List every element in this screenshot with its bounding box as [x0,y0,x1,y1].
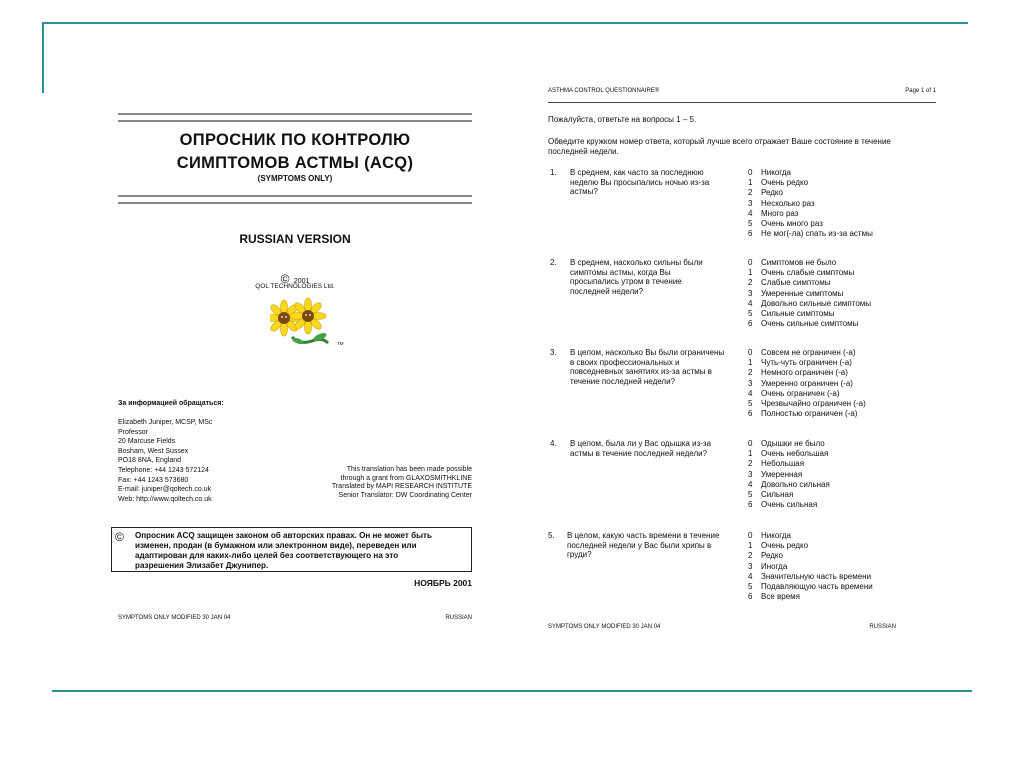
title-line-1: ОПРОСНИК ПО КОНТРОЛЮ [179,131,411,149]
option-number: 3 [748,198,753,208]
question-line: В целом, была ли у Вас одышка из-за [570,439,712,448]
option-label: Очень слабые симптомы [761,268,855,278]
translation-line: This translation has been made possible [346,466,472,473]
answer-option[interactable] [748,229,873,239]
option-number: 3 [748,378,753,388]
answer-option[interactable] [748,582,873,592]
option-label: Очень небольшая [761,449,829,459]
answer-option[interactable] [748,439,830,449]
translation-credit [332,466,472,500]
answer-option[interactable] [748,168,873,178]
question-text [570,348,724,386]
answer-option[interactable] [748,551,873,561]
option-number: 0 [748,168,753,177]
option-number: 6 [748,500,753,510]
question-line: В целом, какую часть времени в течение [567,531,720,540]
option-label: Умеренная [761,469,803,479]
answer-option[interactable] [748,209,873,219]
option-label: Очень редко [761,541,809,551]
option-number: 3 [748,469,753,479]
option-label: Значительную часть времени [761,571,872,581]
notice-line: Опросник ACQ защищен законом об авторских правах. Он не может быть [135,531,432,540]
option-label: Довольно сильные симптомы [761,298,872,308]
option-label: Слабые симптомы [761,278,831,288]
option-label: Никогда [761,531,791,540]
question-line: просыпались утром в течение [570,277,682,287]
left-footer-id: SYMPTOMS ONLY MODIFIED 30 JAN 04 [118,615,231,621]
option-number: 5 [748,399,753,409]
option-label: Редко [761,188,783,198]
option-number: 5 [748,309,753,319]
answer-option[interactable] [748,219,873,229]
instruction-line: последней недели. [548,147,619,156]
notice-line: адаптирован для каких-либо целей без соответствующего на это [135,551,399,560]
question-number: 5. [548,531,555,540]
option-label: Все время [761,592,800,602]
contact-line: Professor [118,428,148,436]
right-header-title: ASTHMA CONTROL QUESTIONNAIRE® [548,88,660,94]
question-number: 3. [550,348,557,357]
option-label: Одышки не было [761,439,825,448]
answer-option[interactable] [748,592,873,602]
translation-line: through a grant from GLAXOSMITHKLINE [340,474,472,482]
option-number: 6 [748,319,753,329]
option-number: 6 [748,409,753,419]
option-label: Совсем не ограничен (-а) [761,348,856,357]
title-rule-bottom [118,195,472,204]
publication-date: НОЯБРЬ 2001 [414,578,472,588]
option-label: Симптомов не было [761,258,837,267]
option-label: Полностью ограничен (-а) [761,409,858,419]
option-label: Подавляющую часть времени [761,582,873,592]
option-number: 0 [748,439,753,448]
question-line: последней недели у Вас были хрипы в [567,540,712,550]
question-text [570,168,709,197]
translation-line: Senior Translator: DW Coordinating Center [338,491,472,499]
answer-option[interactable] [748,358,866,368]
option-label: Несколько раз [761,198,815,208]
sunflower-logo-icon [270,297,342,349]
company-name: QOL TECHNOLOGIES Ltd. [255,283,335,290]
question-line: последней недели? [570,286,644,296]
subtitle: (SYMPTOMS ONLY) [257,174,333,183]
answer-option[interactable] [748,319,871,329]
question-line: течение последней недели? [570,376,676,386]
question-text [570,439,711,458]
answer-option[interactable] [748,470,830,480]
answer-option[interactable] [748,379,866,389]
title-rule-top [118,113,472,122]
option-number: 4 [748,479,753,489]
answer-option[interactable] [748,258,871,268]
contact-heading: За информацией обращаться: [118,400,224,407]
option-number: 4 [748,388,753,398]
option-label: Чрезвычайно ограничен (-а) [761,399,866,409]
option-number: 2 [748,368,753,378]
option-number: 6 [748,592,753,602]
option-label: Иногда [761,561,788,571]
option-label: Очень редко [761,178,809,188]
option-number: 2 [748,278,753,288]
option-number: 2 [748,551,753,561]
answer-option[interactable] [748,309,871,319]
question-line: симптомы астмы, когда Вы [570,267,671,277]
answer-options [748,168,873,239]
answer-option[interactable] [748,500,830,510]
answer-option[interactable] [748,289,871,299]
instruction-line: Обведите кружком номер ответа, который лучше всего отражает Ваше состояние в течение [548,137,891,146]
answer-option[interactable] [748,188,873,198]
option-number: 5 [748,582,753,592]
answer-option[interactable] [748,490,830,500]
left-accent-line [42,22,44,93]
question-line: В среднем, как часто за последнюю [570,168,704,177]
answer-option[interactable] [748,531,873,541]
title-line-2: СИМПТОМОВ АСТМЫ (ACQ) [176,154,414,172]
contact-line: Bosham, West Sussex [118,447,189,455]
option-number: 1 [748,178,753,188]
question-line: в своих профессиональных и [570,357,680,367]
answer-option[interactable] [748,278,871,288]
question-line: неделю Вы просыпались ночью из-за [570,177,710,187]
question-line: В среднем, насколько сильны были [570,258,703,267]
answer-option[interactable] [748,572,873,582]
answer-option[interactable] [748,348,866,358]
copyright-notice-box [111,527,472,572]
left-footer-language: RUSSIAN [445,615,472,621]
option-label: Довольно сильная [761,479,830,489]
contact-line: 20 Marcuse Fields [118,438,176,446]
option-number: 0 [748,258,753,267]
contact-line: Elizabeth Juniper, MCSP, MSc [118,419,213,426]
option-number: 2 [748,188,753,198]
option-number: 4 [748,571,753,581]
option-label: Не мог(-ла) спать из-за астмы [761,229,873,239]
question-line: груди? [567,550,592,560]
answer-option[interactable] [748,199,873,209]
answer-options [748,348,866,419]
page-number: Page 1 of 1 [905,88,936,94]
option-label: Очень ограничен (-а) [761,388,840,398]
option-label: Сильная [761,490,794,500]
option-label: Редко [761,551,783,561]
notice-line: разрешения Элизабет Джунипер. [135,561,269,570]
bottom-accent-line [52,690,972,692]
option-label: Очень сильная [761,500,818,510]
question-number: 1. [550,168,557,177]
option-label: Немного ограничен (-а) [761,368,848,378]
answer-option[interactable] [748,299,871,309]
answer-option[interactable] [748,480,830,490]
option-number: 4 [748,208,753,218]
option-number: 5 [748,490,753,500]
contact-line: Fax: +44 1243 573680 [118,476,189,484]
option-number: 2 [748,459,753,469]
notice-copyright-icon: © [115,530,124,544]
question-line: повседневных занятиях из-за астмы в [570,367,712,377]
instruction-circle-answer [548,137,891,157]
question-text [567,531,719,560]
option-number: 3 [748,561,753,571]
question-number: 4. [550,439,557,448]
contact-line: Telephone: +44 1243 572124 [118,466,209,474]
option-label: Небольшая [761,459,805,469]
answer-options [748,531,873,602]
copyright-year: 2001 [293,278,310,285]
notice-text [135,531,432,571]
answer-option[interactable] [748,399,866,409]
question-line: астмы в течение последней недели? [570,448,708,458]
option-number: 0 [748,348,753,357]
right-footer-id: SYMPTOMS ONLY MODIFIED 30 JAN 04 [548,624,661,630]
option-label: Очень много раз [761,219,823,229]
header-rule [548,102,936,103]
option-label: Очень сильные симптомы [761,319,859,329]
option-label: Никогда [761,168,791,177]
answer-option[interactable] [748,178,873,188]
answer-option[interactable] [748,368,866,378]
option-label: Много раз [761,208,799,218]
option-number: 5 [748,219,753,229]
instruction-answer-questions: Пожалуйста, ответьте на вопросы 1 – 5. [548,115,697,124]
option-number: 1 [748,358,753,368]
answer-option[interactable] [748,449,830,459]
option-number: 1 [748,541,753,551]
answer-option[interactable] [748,459,830,469]
contact-line: PO18 8NA, England [118,457,182,465]
question-number: 2. [550,258,557,267]
answer-option[interactable] [748,562,873,572]
copyright-icon: © [280,272,290,286]
answer-option[interactable] [748,409,866,419]
option-number: 0 [748,531,753,540]
translation-line: Translated by MAPI RESEARCH INSTITUTE [331,483,472,491]
top-accent-line [42,22,968,24]
right-footer-language: RUSSIAN [869,624,896,630]
notice-line: изменен, продан (в бумажном или электронном виде), переведен или [135,541,417,550]
question-line: В целом, насколько Вы были ограничены [570,348,725,357]
option-label: Сильные симптомы [761,309,835,319]
contact-block [118,418,212,504]
question-line: астмы? [570,187,598,197]
question-text [570,258,703,296]
option-number: 6 [748,229,753,239]
answer-options [748,439,830,510]
option-number: 1 [748,268,753,278]
option-label: Умеренные симптомы [761,288,844,298]
contact-line: Web: http://www.qoltech.co.uk [118,495,212,503]
option-number: 4 [748,298,753,308]
answer-option[interactable] [748,268,871,278]
option-number: 1 [748,449,753,459]
trademark-mark: TM [337,341,344,346]
contact-line: E-mail: juniper@qoltech.co.uk [118,486,212,494]
option-label: Чуть-чуть ограничен (-а) [761,358,852,368]
option-number: 3 [748,288,753,298]
option-label: Умеренно ограничен (-а) [761,378,853,388]
answer-options [748,258,871,329]
answer-option[interactable] [748,541,873,551]
answer-option[interactable] [748,389,866,399]
version-label: RUSSIAN VERSION [239,232,351,246]
